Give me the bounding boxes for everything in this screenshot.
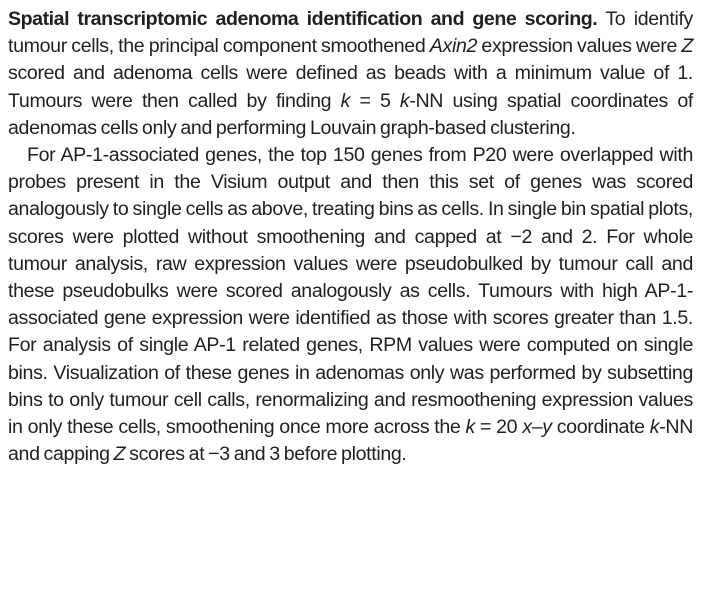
text-run: scores at −3 and 3 before plotting.	[125, 443, 407, 466]
variable-y: y	[542, 416, 552, 439]
variable-z: Z	[113, 443, 126, 466]
methods-paragraph-1	[8, 6, 693, 142]
variable-z: Z	[681, 35, 694, 58]
methods-paragraph-2	[8, 142, 693, 468]
text-run: To identify tumour cells, the principal component smoothened	[8, 8, 693, 58]
en-dash: –	[531, 416, 543, 439]
variable-k: k	[465, 416, 475, 439]
text-run: = 20	[474, 416, 523, 439]
text-run: For AP-1-associated genes, the top 150 genes from P20 were overlapped with probes present in the Visium output and then this set of genes was scored analogously to single cells as above, treating bins as cells. In single bin spatial plots, scores were plotted without smoothening and capped at −2 and 2. For whole tumour analysis, raw expression values were pseudobulked by tumour call and these pseudobulks were scored analogously as cells. Tumours with high AP-1-associated gene expression were identified as those with scores greater than 1.5. For analysis of single AP-1 related genes, RPM values were computed on single bins. Visualization of these genes in adenomas only was performed by subsetting bins to only tumour cell calls, renormalizing and resmoothening expression values in only these cells, smoothening once more across the	[8, 144, 693, 439]
text-run: coordinate	[551, 416, 650, 439]
variable-k: k	[399, 89, 410, 112]
variable-x: x	[522, 416, 532, 439]
variable-k: k	[649, 416, 660, 439]
text-run: expression values were	[477, 35, 682, 58]
text-run: = 5	[350, 89, 400, 112]
section-heading: Spatial transcriptomic adenoma identification and gene scoring.	[8, 8, 598, 30]
variable-k: k	[340, 89, 351, 112]
text-run: -NN and capping	[8, 416, 693, 466]
gene-name-axin2: Axin2	[429, 35, 478, 58]
text-run: -NN using spatial coordinates of adenomas cells only and performing Louvain graph-based clustering.	[8, 89, 694, 139]
text-run: scored and adenoma cells were defined as beads with a minimum value of 1. Tumours were then called by finding	[8, 62, 693, 112]
